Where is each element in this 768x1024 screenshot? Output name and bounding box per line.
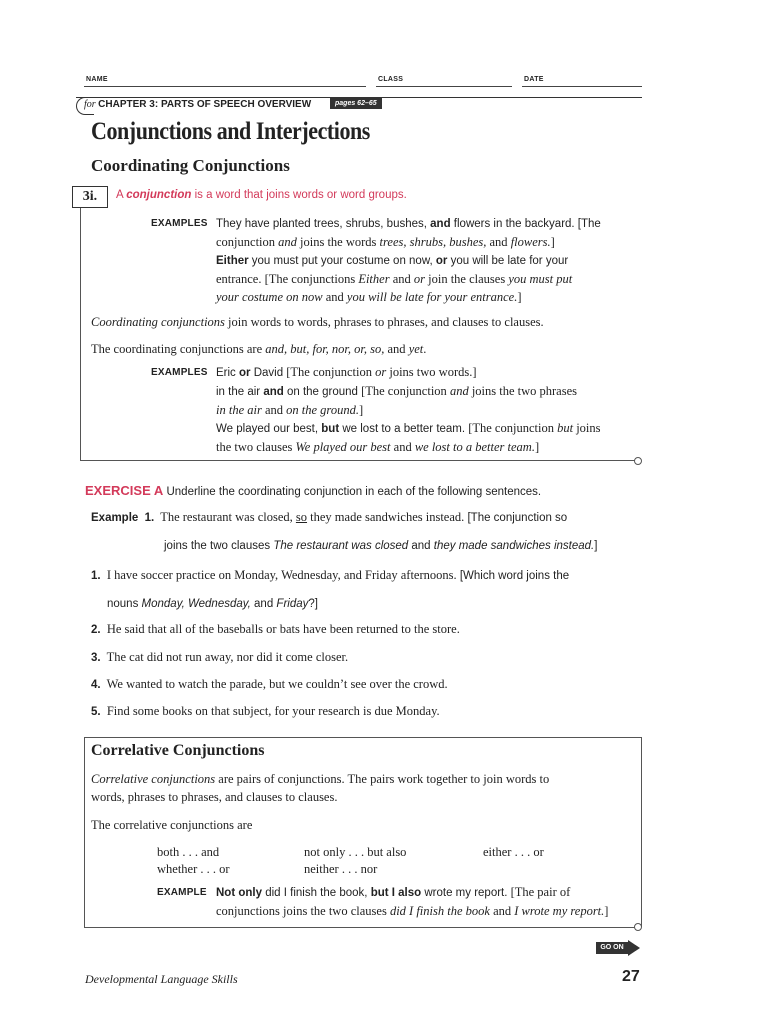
correlative-pair-3: either . . . or: [483, 845, 544, 859]
exercise-heading: [85, 483, 541, 498]
exercise-item-1-line-2: nouns Monday, Wednesday, and Friday?]: [107, 598, 318, 610]
exercise-instruction: Underline the coordinating conjunction in each of the following sentences.: [166, 486, 542, 498]
exercise-item-5[interactable]: 5. Find some books on that subject, for your research is due Monday.: [91, 704, 440, 718]
correlative-pair-1: both . . . and: [157, 845, 220, 859]
correlative-box-bottom: [84, 927, 636, 928]
exercise-item-2[interactable]: 2. He said that all of the baseballs or bats have been returned to the store.: [91, 622, 460, 636]
example-answer-underlined: so: [295, 510, 308, 524]
pages-badge: pages 62–65: [330, 98, 382, 109]
exercise-item-4[interactable]: 4. We wanted to watch the parade, but we couldn’t see over the crowd.: [91, 677, 448, 691]
page-title: Conjunctions and Interjections: [91, 118, 370, 145]
coordinating-definition: Coordinating conjunctions join words to words, phrases to phrases, and clauses to clauses.: [91, 315, 544, 329]
chapter-title: CHAPTER 3: PARTS OF SPEECH OVERVIEW: [98, 99, 312, 110]
exercise-example-line-2: joins the two clauses The restaurant was closed and they made sandwiches instead.]: [164, 540, 598, 552]
go-on-arrow[interactable]: [596, 940, 642, 956]
exercise-item-1[interactable]: 1. I have soccer practice on Monday, Wednesday, and Friday afternoons. [Which word joins the: [91, 568, 570, 582]
rule-statement: A conjunction is a word that joins words or word groups.: [116, 189, 407, 201]
date-label: DATE: [524, 76, 544, 83]
class-label: CLASS: [378, 76, 404, 83]
correlative-title: Correlative Conjunctions: [91, 742, 265, 759]
frame-end-dot-2: [634, 923, 642, 931]
chapter-for: for: [84, 99, 96, 110]
class-line[interactable]: [376, 86, 512, 87]
examples-label-2: EXAMPLES: [151, 367, 208, 378]
exercise-label: EXERCISE A: [85, 483, 164, 498]
correlative-pair-2: not only . . . but also: [304, 845, 407, 859]
rule-number-box: [72, 186, 108, 208]
rule-term: conjunction: [126, 189, 192, 201]
correlative-list-intro: The correlative conjunctions are: [91, 818, 253, 832]
rule-frame-bottom: [80, 460, 636, 461]
correlative-pair-5: neither . . . nor: [304, 862, 378, 876]
examples-2: Eric or David [The conjunction or joins two words.] in the air and on the ground [The conjunction and joins the two phrases in the air and on the ground.] We played our best, but we lost to a better team. [The conjunction but joins the two clauses We played our best and we lost to a better team.]: [216, 365, 601, 454]
exercise-example-line-1: Example 1. The restaurant was closed, so they made sandwiches instead. [The conjunction so: [91, 510, 568, 524]
section-title-coordinating: Coordinating Conjunctions: [91, 156, 290, 175]
footer-book-title: Developmental Language Skills: [85, 972, 238, 986]
correlative-pair-4: whether . . . or: [157, 862, 230, 876]
date-line[interactable]: [522, 86, 642, 87]
coordinating-list: The coordinating conjunctions are and, but, for, nor, or, so, and yet.: [91, 342, 427, 356]
correlative-definition: Correlative conjunctions are pairs of conjunctions. The pairs work together to join words to words, phrases to phrases, and clauses to clauses.: [91, 772, 550, 804]
chapter-bar: [76, 97, 642, 115]
rule-number: 3i.: [82, 189, 98, 204]
correlative-example: Not only did I finish the book, but I also wrote my report. [The pair of conjunctions joins the two clauses did I finish the book and I wrote my report.]: [216, 885, 609, 918]
exercise-item-3[interactable]: 3. The cat did not run away, nor did it come closer.: [91, 650, 349, 664]
name-line[interactable]: [84, 86, 366, 87]
page-number: 27: [622, 968, 640, 985]
frame-end-dot-1: [634, 457, 642, 465]
go-on-label: GO ON: [596, 942, 628, 954]
examples-1: They have planted trees, shrubs, bushes, and flowers in the backyard. [The conjunction and joins the words trees, shrubs, bushes, and flowers.] Either you must put your costume on now, or you will be late for your entrance. [The conjunctions Either and or join the clauses you must put your costume on now and you will be late for your entrance.]: [216, 218, 601, 304]
name-label: NAME: [86, 76, 108, 83]
correlative-example-label: EXAMPLE: [157, 887, 207, 898]
examples-label-1: EXAMPLES: [151, 218, 208, 229]
arrow-right-icon: [628, 940, 640, 956]
